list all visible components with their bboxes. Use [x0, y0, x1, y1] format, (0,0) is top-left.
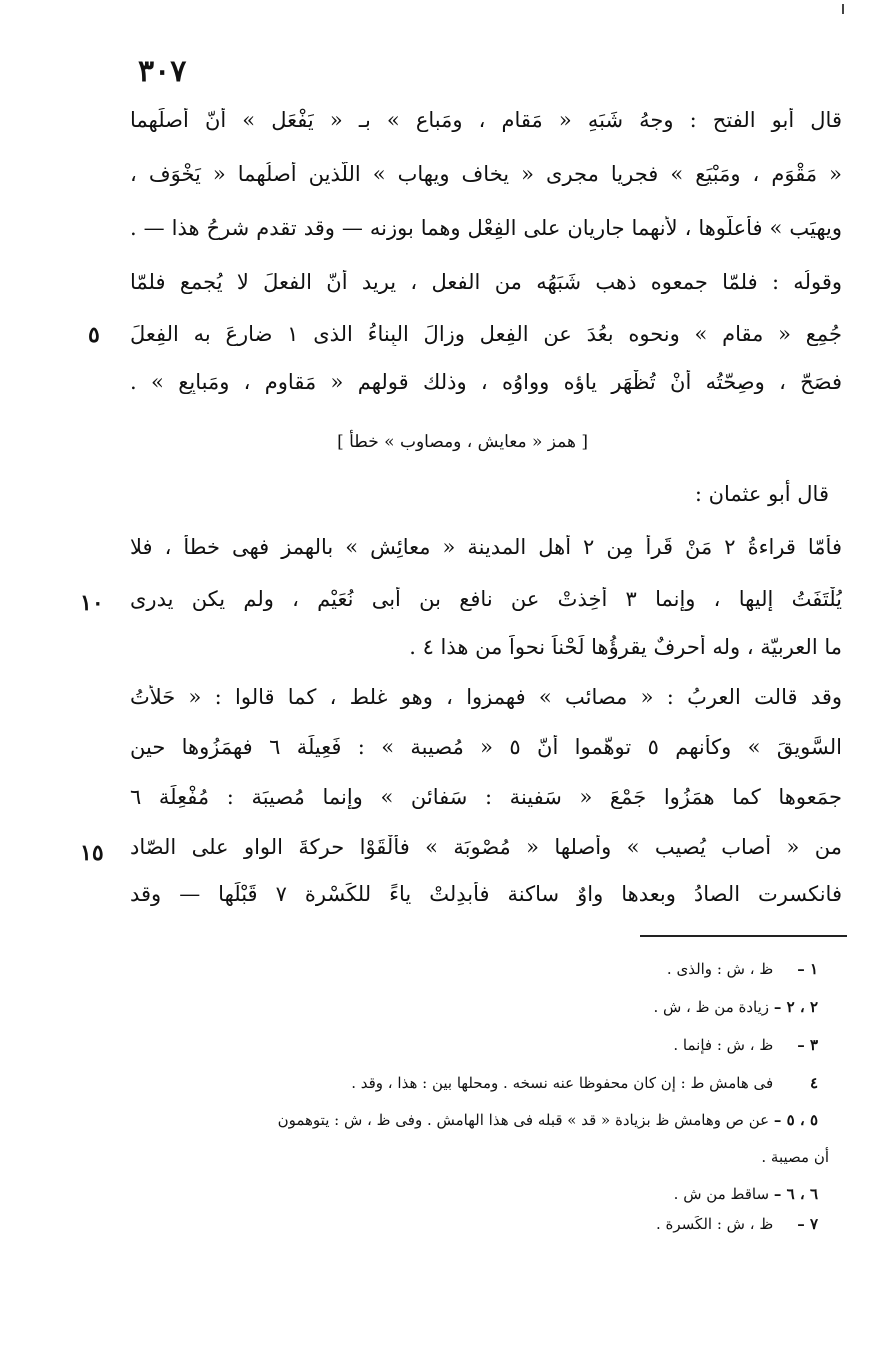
footnote-text: أن مصيبة . [761, 1148, 829, 1166]
section-heading: [ همز « معايش ، ومصاوب » خطأ ] [337, 432, 588, 452]
text-line: وقد قالت العربُ : « مصائب » فهمزوا ، وهو غلط ، كما قالوا : « حَلأَتُ [130, 685, 842, 709]
text-line: وقولُه : فلمّا جمعوه ذهب شَبَهُه من الفعل ، يريد أنّ الفعلَ لا يُجمع فلمّا [130, 270, 842, 294]
footnote-5-continued [761, 1148, 829, 1166]
footnote-4 [351, 1074, 818, 1092]
line-number-15: ١٥ [80, 840, 104, 866]
text-line: ما العربيّة ، وله أحرفٌ يقرؤُها لَحْناً نحواً من هذا ٤ . [409, 635, 842, 659]
footnote-text: عن ص وهامش ظ بزيادة « قد » قبله فى هذا الهامش . وفى ظ ، ش : يتوهمون [277, 1111, 770, 1129]
footnote-number: ٤ [809, 1074, 818, 1092]
text-line: السَّويقَ » وكأنهم ٥ توهّموا أنّ ٥ « مُصيبة » : فَعِيلَة ٦ فهمَزُوها حين [130, 735, 842, 759]
text-line: من « أصاب يُصيب » وأصلها « مُصْوِبَة » فألْقَوْا حركةَ الواو على الصّاد [130, 835, 842, 859]
footnote-number: ٧ – [797, 1215, 818, 1233]
footnote-7 [656, 1215, 818, 1233]
footnote-number: ٣ – [797, 1036, 818, 1054]
corner-mark [842, 4, 844, 14]
footnote-1 [667, 960, 818, 978]
footnote-text: ظ ، ش : فإنما . [673, 1036, 774, 1054]
text-line: فصَحّ ، وصِحّتُه أنْ تُظْهَر ياؤه وواوُه ، وذلك قولهم « مَقاوِم ، ومَبايِع » . [130, 370, 842, 394]
footnote-number: ٥ ، ٥ – [773, 1111, 818, 1129]
footnote-number: ٦ ، ٦ – [773, 1185, 818, 1203]
text-line: جمَعوها كما همَزُوا جَمْعَ « سَفينة : سَفائن » وإنما مُصيبَة : مُفْعِلَة ٦ [130, 785, 842, 809]
text-line: « مَقْوَم ، ومَبْيَع » فجريا مجرى « يخاف ويهاب » اللّذين أصلُهما « يَخْوَف ، [130, 162, 842, 186]
line-number-10: ١٠ [80, 590, 104, 616]
footnote-text: فى هامش ط : إن كان محفوظا عنه نسخه . ومحلها بين : هذا ، وقد . [351, 1074, 774, 1092]
text-line: فأمّا قراءةُ ٢ مَنْ قَرأ مِن ٢ أهل المدينة « معائِش » بالهمز فهى خطأٌ ، فلا [130, 535, 842, 559]
footnote-3 [673, 1036, 818, 1054]
text-line: فانكسرت الصادُ وبعدها واوٌ ساكنة فأُبدِلتْ ياءً للكَسْرة ٧ قَبْلَها — وقد [130, 882, 842, 906]
page-number: ٣٠٧ [138, 54, 187, 89]
line-number-5: ٥ [88, 322, 100, 348]
footnote-number: ٢ ، ٢ – [773, 998, 818, 1016]
text-line: قال أبو الفتح : وجهُ شَبَهِ « مَقام ، ومَباع » بـ « يَفْعَل » أنّ أصلَهما [130, 108, 842, 132]
footnote-text: زيادة من ظ ، ش . [653, 998, 770, 1016]
footnote-text: ظ ، ش : الكَسرة . [655, 1215, 774, 1233]
speaker-line: قال أبو عثمان : [694, 482, 829, 506]
text-line: يُلْتَفَتُ إليها ، وإنما ٣ أُخِذتْ عن نافع بن أبى نُعَيْم ، ولم يكن يدرى [130, 587, 842, 611]
footnote-text: ساقط من ش . [673, 1185, 770, 1203]
footnote-number: ١ – [797, 960, 818, 978]
footnote-text: ظ ، ش : والذى . [666, 960, 774, 978]
footnote-6 [674, 1185, 818, 1203]
text-line: جُمِع « مقام » ونحوه بعُدَ عن الفِعل وزالَ البِناءُ الذى ١ ضارعَ به الفِعلَ [130, 322, 842, 346]
footnote-separator [640, 935, 847, 937]
footnote-5 [278, 1111, 818, 1129]
text-line: ويهيَب » فأعلّوها ، لأنهما جاريان على الفِعْل وهما بوزنه — وقد تقدم شرحُ هذا — . [130, 216, 842, 240]
footnote-2 [653, 998, 818, 1016]
